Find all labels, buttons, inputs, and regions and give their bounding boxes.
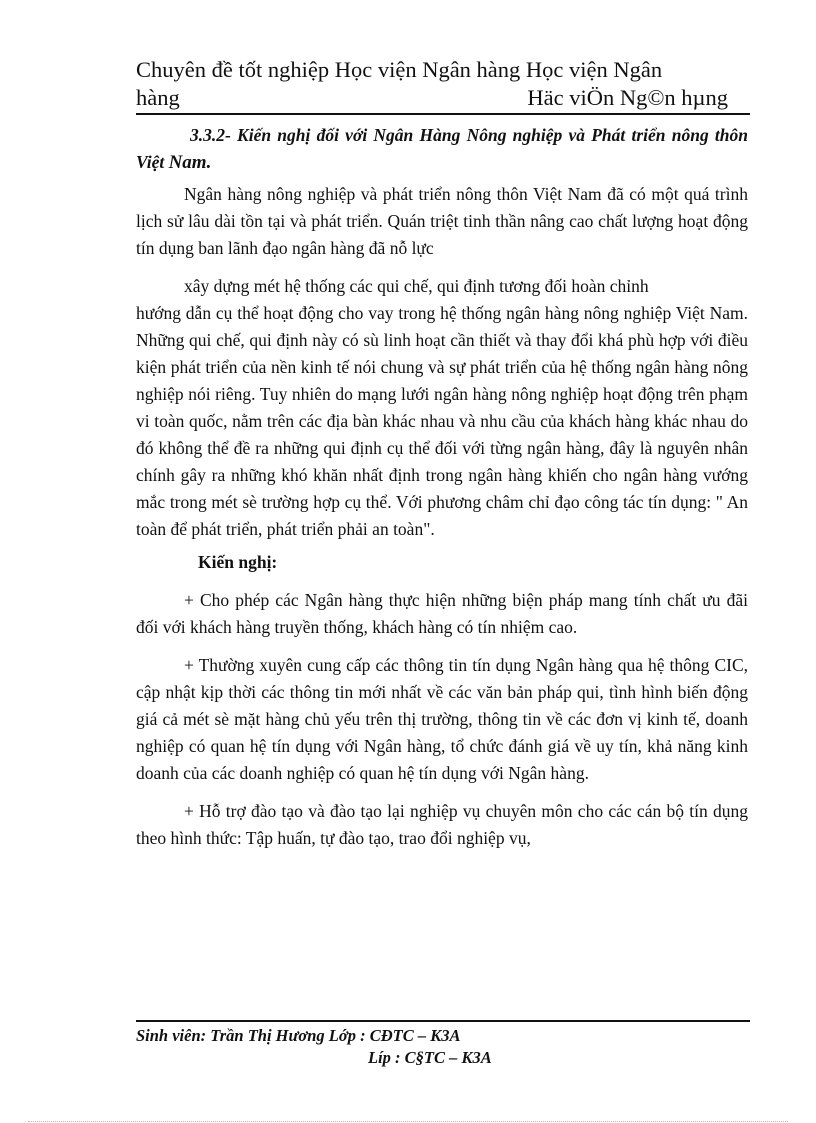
paragraph-continued-first: xây dựng mét hệ thống các qui chế, qui định tương đối hoàn chỉnh bbox=[184, 276, 649, 296]
footer-line1: Sinh viên: Trần Thị Hương Lớp : CĐTC – K3A bbox=[136, 1026, 461, 1045]
page-header bbox=[136, 56, 748, 112]
page-bottom-border bbox=[28, 1121, 788, 1122]
header-divider bbox=[136, 113, 750, 115]
section-heading-tail: Nam. bbox=[168, 152, 212, 173]
section-heading bbox=[136, 122, 748, 176]
header-line2-left: hàng bbox=[136, 85, 180, 110]
footer-line2: Líp : C§TC – K3A bbox=[368, 1048, 492, 1067]
recommendation-item-3: + Hỗ trợ đào tạo và đào tạo lại nghiệp vụ chuyên môn cho các cán bộ tín dụng theo hình thức: Tập huấn, tự đào tạo, trao đổi nghiệp vụ, bbox=[136, 801, 748, 848]
recommendations-heading: Kiến nghị: bbox=[198, 552, 278, 572]
header-title-line2 bbox=[136, 84, 748, 112]
paragraph-intro: Ngân hàng nông nghiệp và phát triển nông thôn Việt Nam đã có một quá trình lịch sử lâu dài tồn tại và phát triển. Quán triệt tinh thần nâng cao chất lượng hoạt động tín dụng ban lãnh đạo ngân hàng đã nỗ lực bbox=[136, 184, 748, 258]
footer-divider bbox=[136, 1020, 750, 1022]
recommendation-item-1: + Cho phép các Ngân hàng thực hiện những biện pháp mang tính chất ưu đãi đối với khách hàng truyền thống, khách hàng có tín nhiệm cao. bbox=[136, 590, 748, 637]
header-title-line1: Chuyên đề tốt nghiệp Học viện Ngân hàng Học viện Ngân bbox=[136, 57, 663, 82]
document-body bbox=[136, 122, 748, 852]
header-line2-right: Häc viÖn Ng©n hµng bbox=[527, 85, 728, 110]
recommendation-item-2: + Thường xuyên cung cấp các thông tin tín dụng Ngân hàng qua hệ thông CIC, cập nhật kịp thời các thông tin mới nhất về các văn bản pháp qui, tình hình biến động giá cả mét sè mặt hàng chủ yếu trên thị trường, thông tin về các đơn vị kinh tế, doanh nghiệp có quan hệ tín dụng với Ngân hàng, tổ chức đánh giá về uy tín, khả năng kinh doanh của các doanh nghiệp có quan hệ tín dụng với Ngân hàng. bbox=[136, 655, 748, 783]
section-heading-main: 3.3.2- Kiến nghị đối với Ngân Hàng Nông nghiệp và Phát triển nông thôn Việt bbox=[136, 125, 748, 172]
page-footer bbox=[136, 1025, 492, 1069]
paragraph-continued-rest: hướng dẫn cụ thể hoạt động cho vay trong hệ thống ngân hàng nông nghiệp Việt Nam. Những qui chế, qui định này có sù linh hoạt cần thiết và thay đổi khá phù hợp với điều kiện phát triển của nền kinh tế nói chung và sự phát triển của hệ thống ngân hàng nông nghiệp nói riêng. Tuy nhiên do mạng lưới ngân hàng nông nghiệp hoạt động trên phạm vi toàn quốc, nằm trên các địa bàn khác nhau và nhu cầu của khách hàng khác nhau do đó không thể đề ra những qui định cụ thể đối với từng ngân hàng, đây là nguyên nhân chính gây ra những khó khăn nhất định trong ngân hàng khiến cho ngân hàng vướng mắc trong mét sè trường hợp cụ thể. Với phương châm chỉ đạo công tác tín dụng: " An toàn để phát triển, phát triển phải an toàn". bbox=[136, 303, 748, 539]
